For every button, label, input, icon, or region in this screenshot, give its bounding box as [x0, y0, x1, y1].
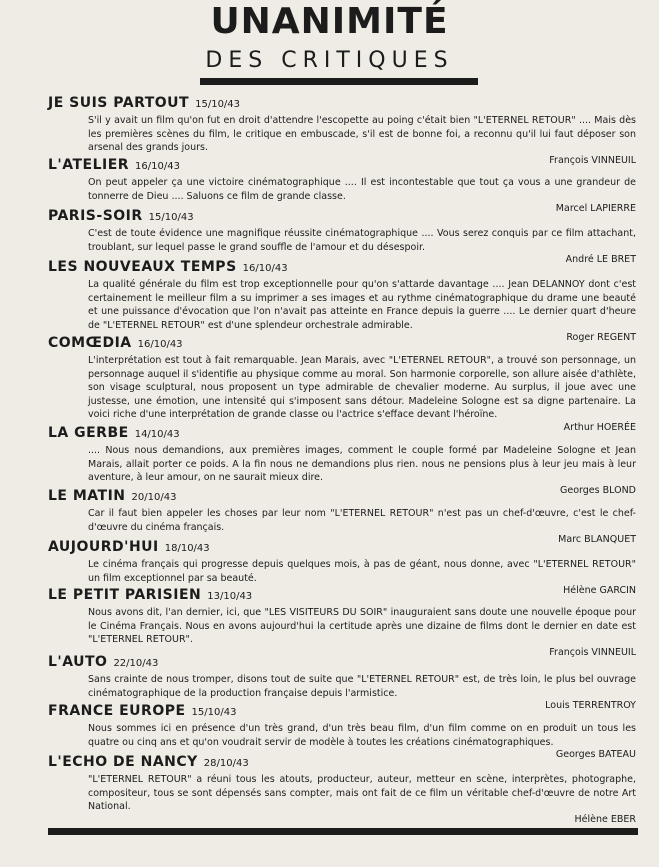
review-author: Georges BATEAU — [555, 749, 636, 760]
review-date: 18/10/43 — [164, 543, 210, 554]
newspaper-name: COMŒDIA — [48, 335, 132, 351]
review-author: Hélène GARCIN — [563, 585, 636, 596]
bottom-rule — [48, 828, 638, 835]
review-date: 15/10/43 — [191, 707, 237, 718]
review-header — [48, 486, 638, 507]
review-header — [48, 423, 638, 444]
review-lecho-de-nancy — [48, 752, 638, 826]
review-author: François VINNEUIL — [549, 646, 636, 658]
review-quote: Car il faut bien appeler les choses par leur nom "L'ETERNEL RETOUR" n'est pas un chef-d'œuvre, c'est le chef-d'œuvre du cinéma français. — [88, 508, 636, 533]
newspaper-name: L'ECHO DE NANCY — [48, 754, 198, 770]
review-quote: Le cinéma français qui progresse depuis quelques mois, à pas de géant, nous donne, avec "L'ETERNEL RETOUR" un film exceptionnel par sa beauté. — [88, 559, 636, 584]
newspaper-name: AUJOURD'HUI — [48, 539, 159, 555]
review-le-petit-parisien — [48, 585, 638, 659]
review-date: 28/10/43 — [203, 758, 249, 769]
newspaper-name: L'AUTO — [48, 654, 108, 670]
review-quote: .... Nous nous demandions, aux premières images, comment le couple formé par Madeleine Sologne et Jean Marais, allait porter ce poids. A la fin nous ne demandions plus rien. nous ne pensions plus à leur jeu mais à leur aventure, à leur amour, on ne saurait mieux dire. — [88, 445, 636, 483]
review-header — [48, 652, 638, 673]
review-author: Marc BLANQUET — [558, 534, 636, 545]
review-quote: "L'ETERNEL RETOUR" a réuni tous les atouts, producteur, auteur, metteur en scène, interprètes, photographe, compositeur, tous se sont dépensés sans compter, mais ont fait de ce film un véritable chef-d'œuvre de notre Art National. — [88, 774, 636, 812]
review-header — [48, 333, 638, 354]
review-quote: Nous avons dit, l'an dernier, ici, que "LES VISITEURS DU SOIR" inauguraient sans doute une nouvelle époque pour le Cinéma Français. Nous en avons aujourd'hui la certitude après une dizaine de films dont le dernier en date est "L'ETERNEL RETOUR". — [88, 607, 636, 645]
newspaper-name: LES NOUVEAUX TEMPS — [48, 259, 237, 275]
review-header — [48, 752, 638, 773]
review-comoedia — [48, 333, 638, 434]
newspaper-name: LA GERBE — [48, 425, 129, 441]
review-date: 14/10/43 — [134, 429, 180, 440]
review-quote: L'interprétation est tout à fait remarquable. Jean Marais, avec "L'ETERNEL RETOUR", a trouvé son personnage, un personnage auquel il s'identifie au physique comme au moral. Son harmonie corporelle, son allure aisée d'athlète, son visage sculptural, nous proposent un type admirable de chevalier moderne. Au surplus, il joue avec une justesse, une émotion, une intensité qui s'imposent sans détour. Madeleine Sologne est sa digne partenaire. La voici riche d'une interprétation de grande classe ou l'actrice s'efface devant l'héroïne. — [88, 355, 636, 420]
page-subtitle: DES CRITIQUES — [205, 48, 454, 73]
review-header — [48, 155, 638, 176]
newspaper-name: LE PETIT PARISIEN — [48, 587, 202, 603]
review-author: Roger REGENT — [566, 332, 636, 343]
newspaper-name: L'ATELIER — [48, 157, 130, 173]
review-author: Hélène EBER — [574, 813, 636, 825]
review-les-nouveaux-temps — [48, 257, 638, 344]
review-header — [48, 206, 638, 227]
newspaper-name: LE MATIN — [48, 488, 126, 504]
review-date: 15/10/43 — [148, 212, 194, 223]
review-date: 16/10/43 — [135, 161, 180, 172]
title-underline-rule — [200, 78, 478, 85]
review-date: 20/10/43 — [131, 492, 177, 503]
review-author: François VINNEUIL — [549, 154, 636, 166]
review-header — [48, 537, 638, 558]
review-date: 13/10/43 — [207, 591, 253, 602]
review-header — [48, 701, 638, 722]
review-quote: C'est de toute évidence une magnifique réussite cinématographique .... Vous serez conquis par ce film attachant, troublant, sur lequel passe le grand souffle de l'amour et du désespoir. — [88, 228, 636, 253]
review-author: Arthur HOERÉE — [563, 421, 636, 433]
page-title: UNANIMITÉ — [210, 1, 449, 42]
review-quote: La qualité générale du film est trop exceptionnelle pour qu'on s'attarde davantage .... Jean DELANNOY dont c'est certainement le meilleur film a su imprimer a ses images et au rythme cinématographique du drame une beauté et une puissance d'évocation que l'on n'avait pas atteinte en France depuis la guerre .... Le dernier quart d'heure de "L'ETERNEL RETOUR" est d'une splendeur orchestrale admirable. — [88, 279, 636, 331]
newspaper-name: JE SUIS PARTOUT — [48, 95, 190, 111]
review-quote: On peut appeler ça une victoire cinématographique .... Il est incontestable que tout ça vous a une grandeur de tonnerre de Dieu .... Saluons ce film de grande classe. — [88, 177, 636, 202]
review-header — [48, 585, 638, 606]
review-date: 22/10/43 — [113, 658, 159, 669]
review-date: 16/10/43 — [242, 263, 288, 274]
review-date: 15/10/43 — [195, 99, 241, 110]
review-author: Marcel LAPIERRE — [555, 203, 636, 214]
review-author: Georges BLOND — [560, 484, 636, 496]
newspaper-name: FRANCE EUROPE — [48, 703, 186, 719]
newspaper-name: PARIS-SOIR — [48, 208, 143, 224]
review-header — [48, 257, 638, 278]
review-author: André LE BRET — [565, 254, 636, 265]
review-quote: Nous sommes ici en présence d'un très grand, d'un très beau film, d'un film comme on en produit un tous les quatre ou cinq ans et qu'on voudrait servir de modèle à toutes les créations cinématographiques. — [88, 723, 636, 748]
review-quote: S'il y avait un film qu'on fut en droit d'attendre l'escopette au poing c'était bien "L'ETERNEL RETOUR" .... Mais dès les premières scènes du film, le critique en embuscade, s'il est de bonne foi, a reconnu qu'il lui faut déposer son arsenal des grands jours. — [88, 115, 636, 153]
review-author: Louis TERRENTROY — [545, 700, 636, 711]
review-date: 16/10/43 — [137, 339, 183, 350]
review-header — [48, 93, 638, 114]
review-quote: Sans crainte de nous tromper, disons tout de suite que "L'ETERNEL RETOUR" est, de très loin, le plus bel ouvrage cinématographique de la production française depuis l'armistice. — [88, 674, 636, 699]
